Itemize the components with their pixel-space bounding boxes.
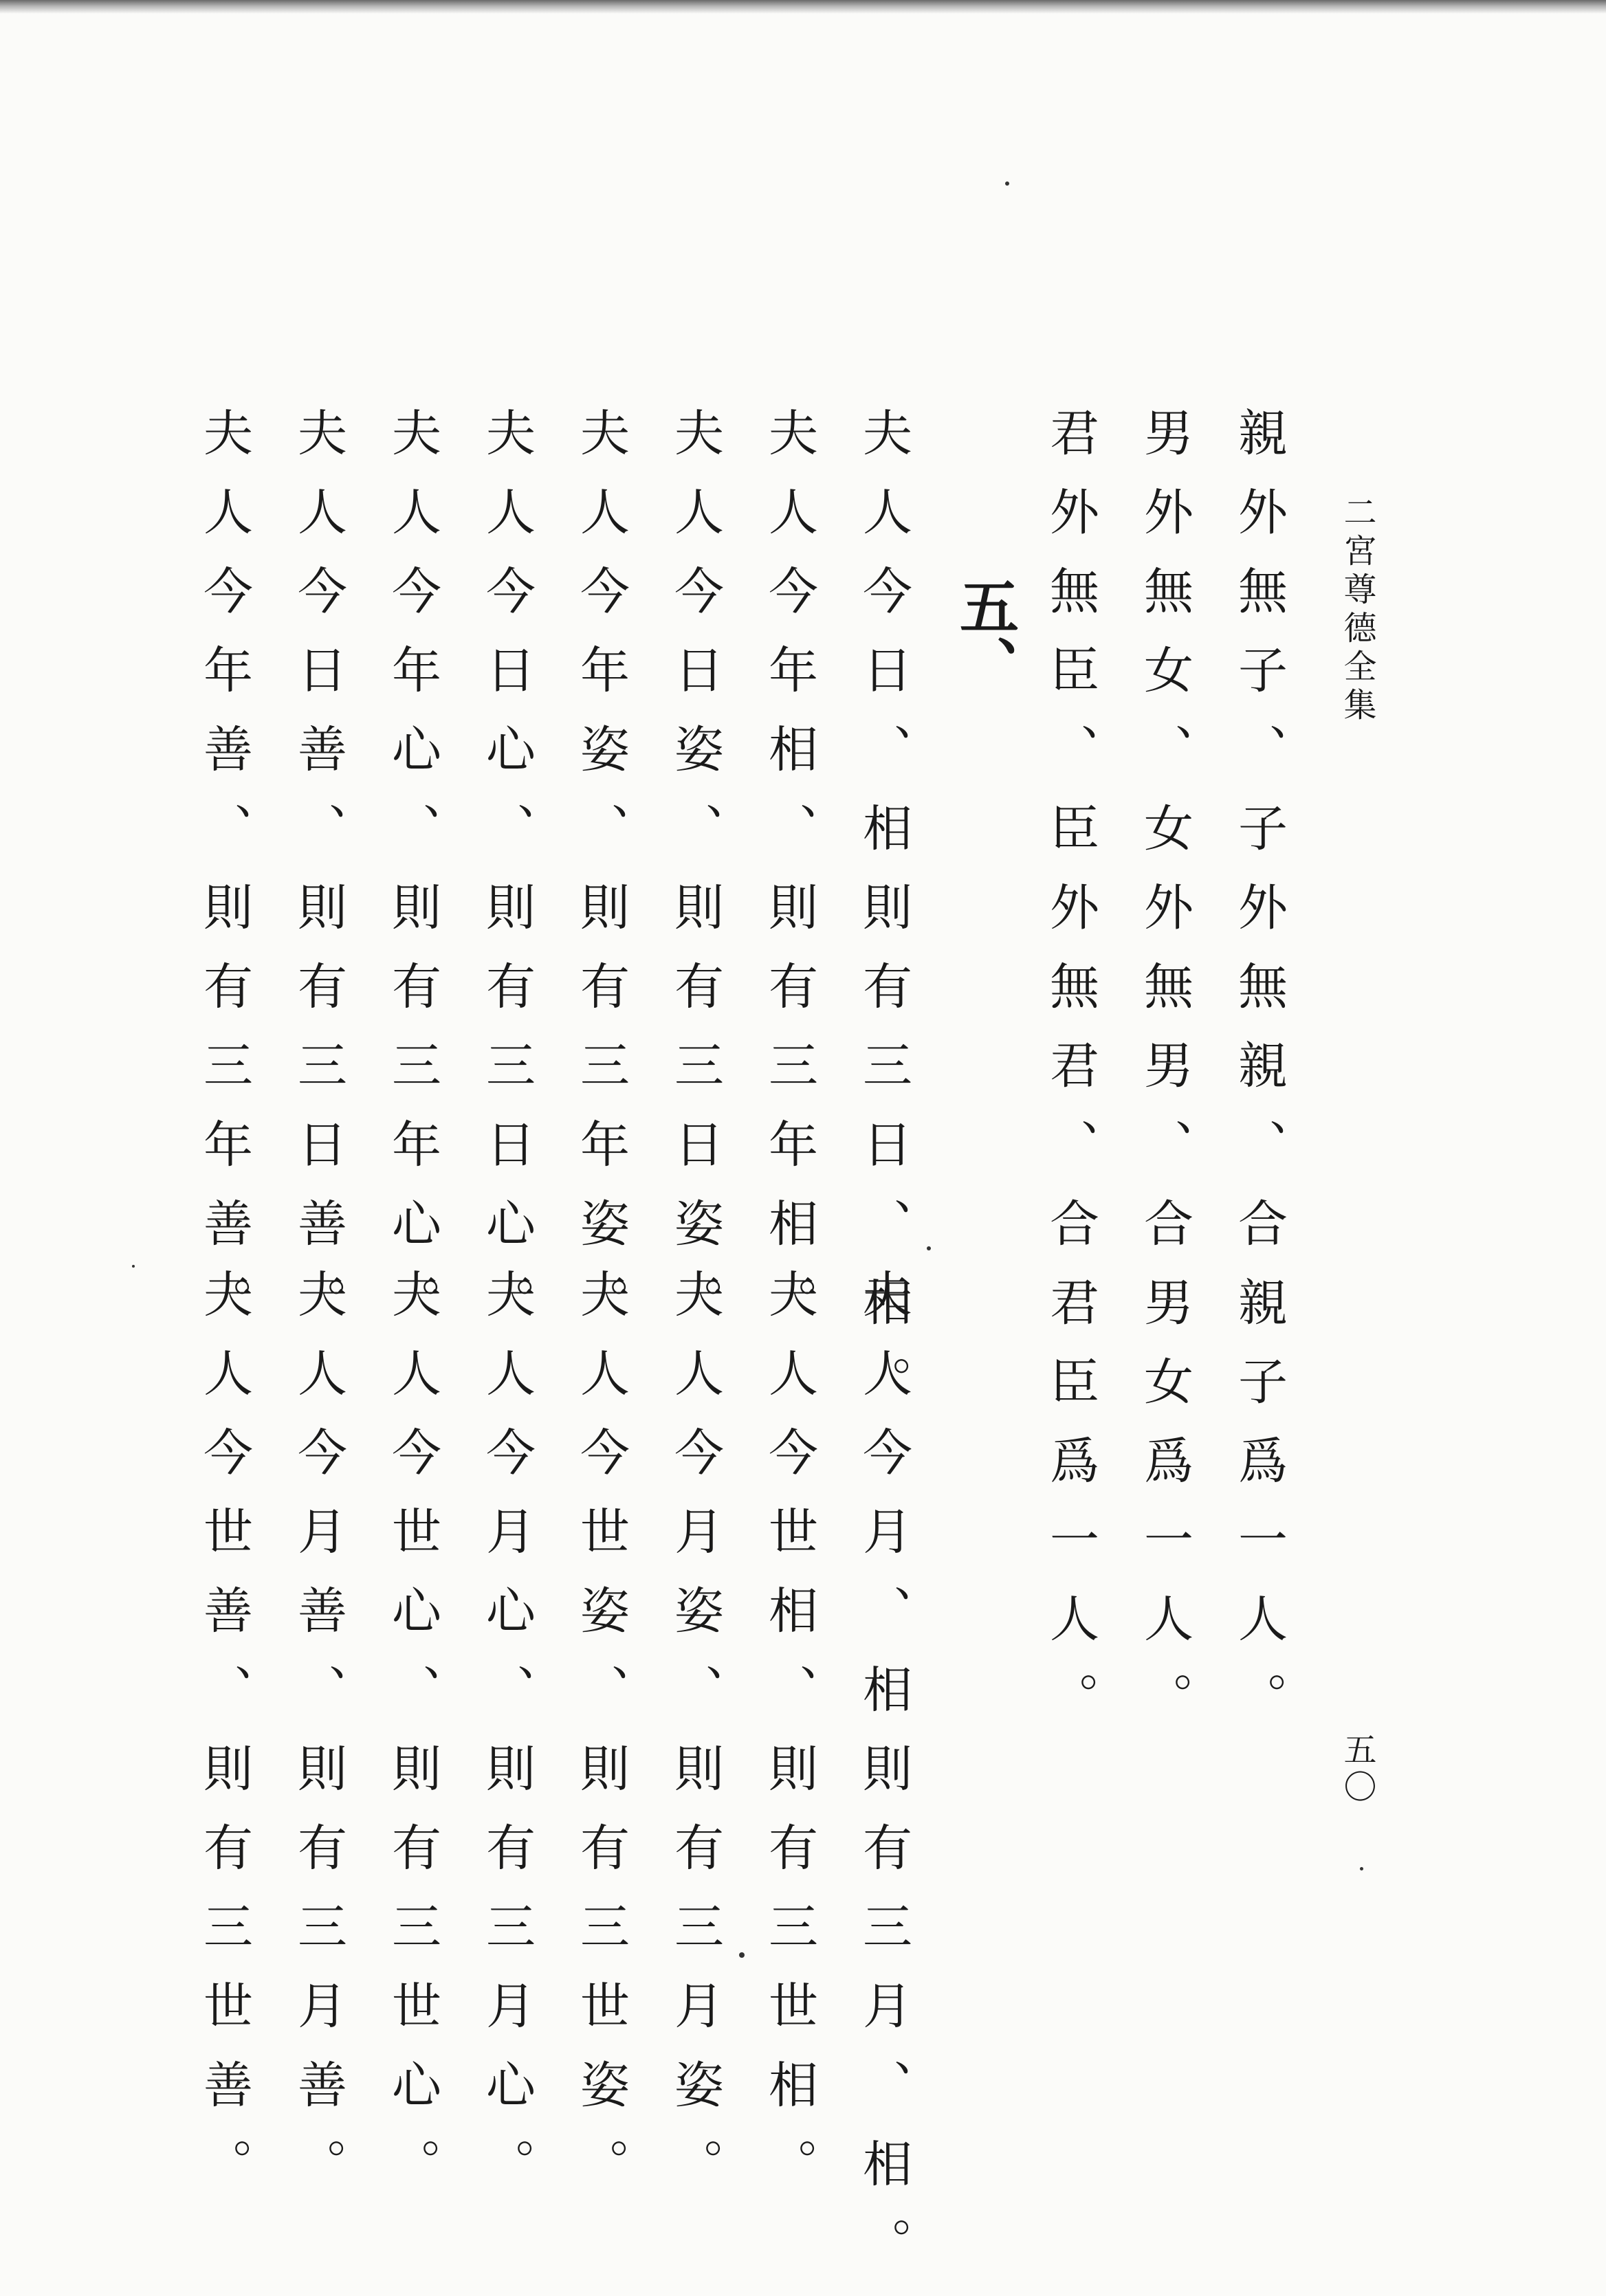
lower-line-2: 夫人今世相、則有三世相。	[760, 1268, 818, 2217]
upper-line-5: 夫人今日心、則有三日心。	[478, 407, 536, 1356]
upper-line-1: 夫人今日、相則有三日、相。	[855, 407, 912, 1435]
scan-speck	[739, 1952, 745, 1958]
scan-speck	[1360, 1867, 1363, 1870]
lower-line-6: 夫人今世心、則有三世心。	[384, 1268, 441, 2217]
upper-line-6: 夫人今年心、則有三年心。	[384, 407, 441, 1356]
running-title: 二宮尊德全集	[1338, 495, 1376, 726]
scan-speck	[1005, 181, 1009, 186]
scan-edge	[0, 0, 1606, 14]
passage-line-2: 男外無女、女外無男、合男女爲一人。	[1136, 407, 1194, 1751]
page-number: 五〇	[1338, 1732, 1376, 1807]
upper-line-2: 夫人今年相、則有三年相。	[760, 407, 818, 1356]
lower-line-4: 夫人今世姿、則有三世姿。	[572, 1268, 630, 2217]
upper-line-4: 夫人今年姿、則有三年姿。	[572, 407, 630, 1356]
lower-line-3: 夫人今月姿、則有三月姿。	[666, 1268, 724, 2217]
upper-line-8: 夫人今年善、則有三年善。	[195, 407, 253, 1356]
scan-speck	[132, 1265, 135, 1268]
lower-line-7: 夫人今月善、則有三月善。	[289, 1268, 347, 2217]
upper-line-7: 夫人今日善、則有三日善。	[289, 407, 347, 1356]
upper-line-3: 夫人今日姿、則有三日姿。	[666, 407, 724, 1356]
section-number: 五、	[949, 576, 1019, 694]
lower-line-8: 夫人今世善、則有三世善。	[195, 1268, 253, 2217]
lower-line-1: 夫人今月、相則有三月、相。	[855, 1268, 912, 2296]
lower-line-5: 夫人今月心、則有三月心。	[478, 1268, 536, 2217]
passage-line-1: 親外無子、子外無親、合親子爲一人。	[1230, 407, 1288, 1751]
scan-speck	[927, 1246, 931, 1250]
passage-line-3: 君外無臣、臣外無君、合君臣爲一人。	[1042, 407, 1099, 1751]
